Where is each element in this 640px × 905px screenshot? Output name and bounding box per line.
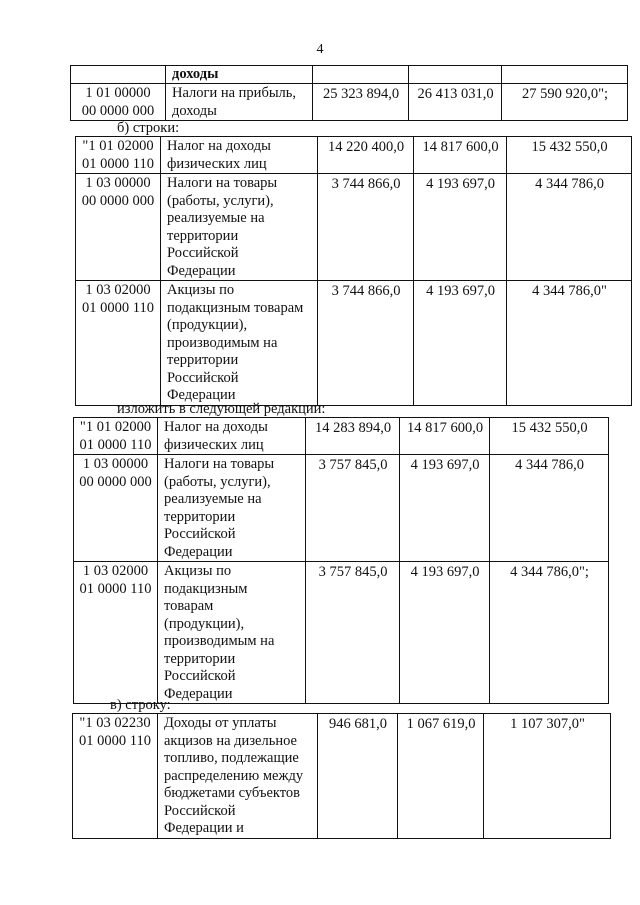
code-cell [71, 84, 166, 121]
value-cell-1: 3 757 845,0 [306, 562, 400, 704]
code-cell [76, 137, 161, 174]
value-cell-3: 27 590 920,0"; [502, 84, 628, 121]
code-line: 01 0000 110 [79, 580, 152, 597]
name-line: Федерации [167, 387, 236, 403]
name-line: (работы, услуги), [167, 192, 274, 209]
name-line: реализуемые на [164, 491, 262, 507]
name-cell [166, 84, 313, 121]
name-line: доходы [172, 102, 217, 119]
name-line: Налог на доходы [164, 419, 268, 435]
name-line: Российской [164, 802, 236, 819]
code-cell [74, 455, 158, 562]
name-line: Федерации и [164, 820, 244, 836]
name-line: территории [164, 650, 236, 667]
table-row [76, 137, 632, 174]
value-cell-3: 15 432 550,0 [507, 137, 632, 174]
table-row [71, 84, 628, 121]
code-line: 1 03 02000 [82, 563, 149, 579]
name-line: (работы, услуги), [164, 473, 271, 490]
table-row-v [72, 713, 611, 839]
value-cell-3: 1 107 307,0" [484, 714, 611, 839]
code-line: "1 01 02000 [82, 138, 154, 154]
code-line: 1 03 00000 [82, 456, 149, 472]
value-cell-1: 946 681,0 [318, 714, 398, 839]
name-line: производимым на [167, 334, 278, 351]
code-line: 01 0000 110 [82, 299, 154, 316]
name-line: Федерации [164, 543, 233, 560]
value-cell-2: 14 817 600,0 [414, 137, 507, 174]
code-line: 00 0000 000 [81, 102, 155, 119]
code-line: 1 01 00000 [85, 85, 151, 101]
value-cell-2: 1 067 619,0 [398, 714, 484, 839]
code-line: 01 0000 110 [82, 155, 154, 172]
code-line: "1 03 02230 [79, 715, 151, 731]
caption-v: в) строку: [110, 697, 171, 713]
name-line: Налог на доходы [167, 138, 271, 154]
value-cell-2: 26 413 031,0 [409, 84, 502, 121]
table-row [76, 174, 632, 281]
page-number: 4 [316, 42, 324, 57]
table-row-v-body [73, 714, 611, 839]
name-line: распределению между [164, 767, 304, 784]
name-line: акцизов на дизельное [164, 732, 297, 749]
code-cell [73, 714, 158, 839]
value-cell-2: 14 817 600,0 [400, 418, 490, 455]
name-line: территории [167, 352, 239, 368]
name-line: Налоги на товары [167, 175, 278, 191]
table-income-continuation [70, 65, 628, 121]
caption-new-edition: изложить в следующей редакции: [117, 401, 326, 417]
name-line: Акцизы по [167, 282, 235, 298]
code-line: 1 03 00000 [85, 175, 151, 191]
name-cell [158, 455, 306, 562]
code-line: "1 01 02000 [79, 419, 152, 435]
table-old-rows [75, 136, 632, 406]
value-cell-3: 4 344 786,0 [507, 174, 632, 281]
table-new-rows-body [74, 418, 609, 704]
name-line: Российской [167, 245, 239, 261]
value-cell-3: 4 344 786,0 [490, 455, 609, 562]
table-row [73, 714, 611, 839]
value-cell-1: 25 323 894,0 [313, 84, 409, 121]
name-line: Российской [167, 369, 239, 386]
name-cell [161, 137, 318, 174]
name-line: физических лиц [164, 436, 264, 453]
header-name-cell: доходы [166, 66, 313, 84]
code-cell [74, 418, 158, 455]
name-line: территории [167, 227, 239, 244]
value-cell-3: 15 432 550,0 [490, 418, 609, 455]
value-cell-1: 14 283 894,0 [306, 418, 400, 455]
code-cell [76, 281, 161, 406]
name-line: территории [164, 508, 236, 525]
caption-b: б) строки: [117, 120, 180, 136]
table-new-rows [73, 417, 609, 704]
table-old-rows-body [76, 137, 632, 406]
name-line: подакцизным [164, 580, 248, 597]
name-line: товарам [164, 598, 214, 614]
code-cell [76, 174, 161, 281]
name-line: (продукции), [164, 615, 245, 632]
table-row [74, 455, 609, 562]
name-line: подакцизным товарам [167, 299, 304, 316]
value-cell-2: 4 193 697,0 [400, 562, 490, 704]
name-cell [158, 562, 306, 704]
name-line: Российской [164, 526, 236, 542]
name-line: Налоги на прибыль, [172, 85, 297, 101]
name-cell [158, 418, 306, 455]
value-cell-1: 14 220 400,0 [318, 137, 414, 174]
name-line: (продукции), [167, 317, 248, 333]
name-line: реализуемые на [167, 210, 265, 226]
value-cell-1: 3 757 845,0 [306, 455, 400, 562]
code-line: 01 0000 110 [79, 732, 151, 749]
name-line: Акцизы по [164, 563, 232, 579]
name-line: бюджетами субъектов [164, 785, 300, 801]
name-cell [161, 281, 318, 406]
table-header-row [71, 66, 628, 84]
name-line: физических лиц [167, 155, 267, 172]
table-row [76, 281, 632, 406]
code-cell [74, 562, 158, 704]
name-line: Налоги на товары [164, 456, 275, 472]
table-row [74, 562, 609, 704]
name-line: Федерации [164, 685, 233, 702]
name-line: топливо, подлежащие [164, 750, 299, 766]
value-cell-2: 4 193 697,0 [400, 455, 490, 562]
table-row [74, 418, 609, 455]
value-cell-1: 3 744 866,0 [318, 174, 414, 281]
name-cell [158, 714, 318, 839]
value-cell-2: 4 193 697,0 [414, 174, 507, 281]
name-line: Российской [164, 668, 236, 684]
code-line: 00 0000 000 [81, 192, 155, 209]
code-line: 00 0000 000 [79, 473, 152, 490]
code-line: 01 0000 110 [79, 436, 152, 453]
value-cell-3: 4 344 786,0" [507, 281, 632, 406]
name-line: Федерации [167, 262, 236, 279]
value-cell-2: 4 193 697,0 [414, 281, 507, 406]
value-cell-1: 3 744 866,0 [318, 281, 414, 406]
name-cell [161, 174, 318, 281]
name-line: производимым на [164, 633, 275, 649]
value-cell-3: 4 344 786,0"; [490, 562, 609, 704]
name-line: Доходы от уплаты [164, 715, 277, 731]
code-line: 1 03 02000 [85, 282, 151, 298]
